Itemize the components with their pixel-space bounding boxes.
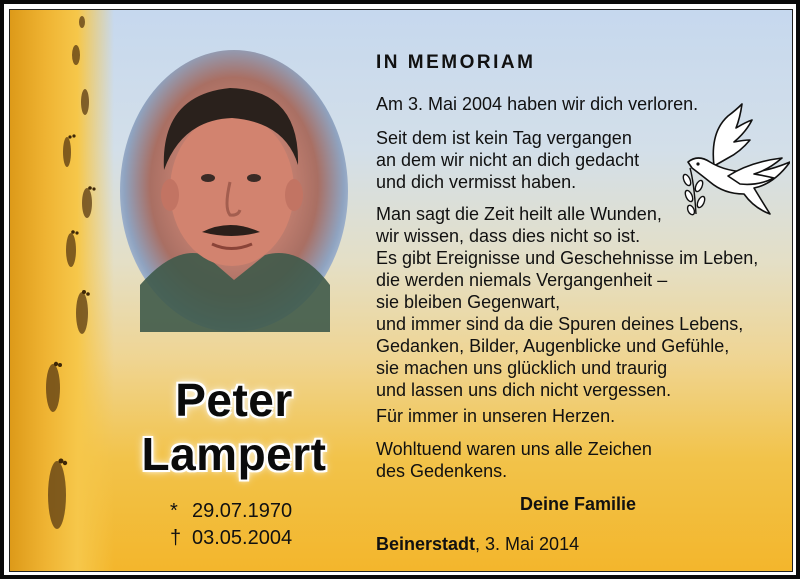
paragraph-2 xyxy=(376,127,639,193)
portrait-photo xyxy=(120,50,348,332)
place-date-line xyxy=(376,534,579,555)
paragraph-4 xyxy=(376,405,615,427)
text-line: Man sagt die Zeit heilt alle Wunden, xyxy=(376,204,662,224)
death-date: 03.05.2004 xyxy=(192,527,293,549)
last-name: Lampert xyxy=(141,428,327,480)
first-name: Peter xyxy=(175,374,293,426)
text-line: Wohltuend waren uns alle Zeichen xyxy=(376,439,652,459)
birth-symbol: * xyxy=(170,500,178,522)
footprints-icon xyxy=(10,10,114,571)
text-line: die werden niemals Vergangenheit – xyxy=(376,270,668,290)
text-line: und immer sind da die Spuren deines Lebens, xyxy=(376,314,744,334)
death-line xyxy=(170,527,292,550)
death-symbol: † xyxy=(170,527,182,549)
text-line: an dem wir nicht an dich gedacht xyxy=(376,150,640,170)
obituary-card xyxy=(9,9,793,572)
place-name: Beinerstadt xyxy=(376,534,476,554)
text-line: sie machen uns glücklich und traurig xyxy=(376,358,668,378)
birth-line xyxy=(170,500,292,523)
text-line: und lassen uns dich nicht vergessen. xyxy=(376,380,672,400)
memoriam-heading: IN MEMORIAM xyxy=(376,52,536,73)
place-date: , 3. Mai 2014 xyxy=(475,534,580,554)
sand-strip xyxy=(10,10,114,571)
text-line: Gedanken, Bilder, Augenblicke und Gefühle, xyxy=(376,336,730,356)
paragraph-5 xyxy=(376,438,652,482)
text-line: des Gedenkens. xyxy=(376,461,508,481)
text-line: wir wissen, dass dies nicht so ist. xyxy=(376,226,641,246)
text-line: Es gibt Ereignisse und Geschehnisse im Leben, xyxy=(376,248,759,268)
text-line: Seit dem ist kein Tag vergangen xyxy=(376,128,632,148)
text-line: Für immer in unseren Herzen. xyxy=(376,406,616,426)
text-line: Am 3. Mai 2004 haben wir dich verloren. xyxy=(376,94,699,114)
paragraph-3 xyxy=(376,203,758,401)
text-line: und dich vermisst haben. xyxy=(376,172,577,192)
dove-with-branch-icon xyxy=(670,102,790,218)
text-line: sie bleiben Gegenwart, xyxy=(376,292,561,312)
birth-date: 29.07.1970 xyxy=(192,500,293,522)
signature: Deine Familie xyxy=(520,494,637,514)
paragraph-1 xyxy=(376,93,698,115)
